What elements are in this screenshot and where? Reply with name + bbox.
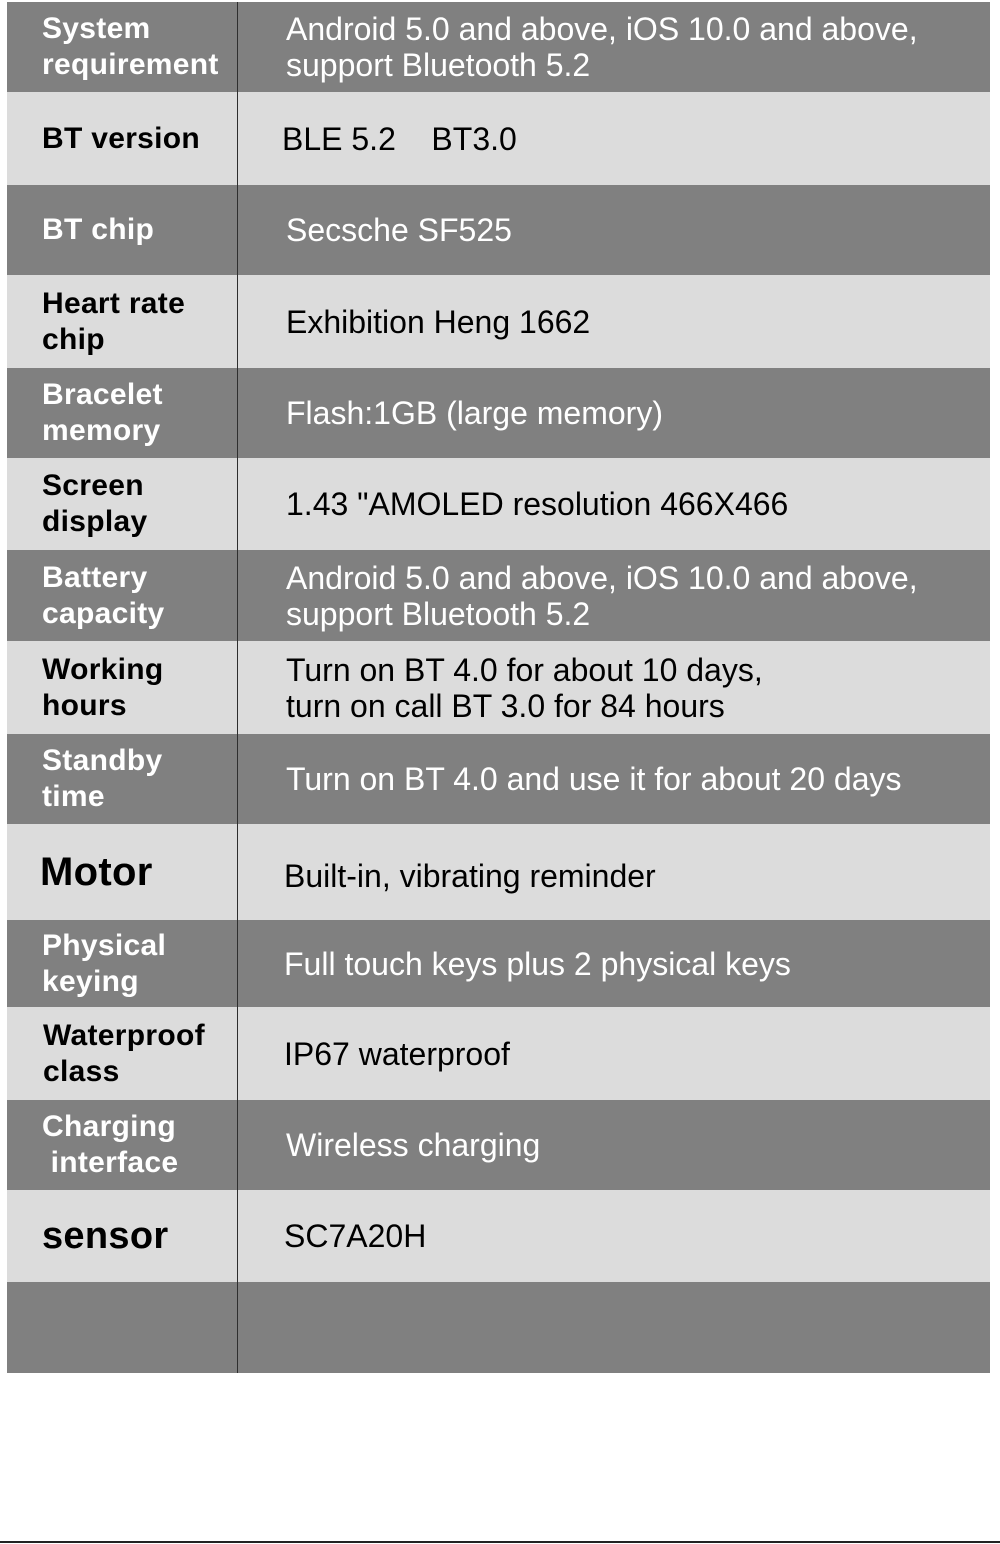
spec-label: Standby time — [42, 744, 163, 813]
spec-row-bracelet-memory — [7, 368, 990, 458]
spec-row-screen-display — [7, 458, 990, 550]
spec-value: Flash:1GB (large memory) — [286, 395, 663, 431]
spec-row-physical-keying — [7, 920, 990, 1007]
spec-table — [7, 2, 990, 1373]
spec-value: Full touch keys plus 2 physical keys — [284, 945, 791, 982]
spec-row-bt-chip — [7, 185, 990, 275]
bottom-border-line — [0, 1541, 1000, 1543]
spec-label: Working hours — [42, 652, 164, 722]
spec-label — [7, 1282, 237, 1373]
spec-label: Physical keying — [42, 928, 167, 998]
spec-label: System requirement — [42, 12, 219, 81]
spec-value: Wireless charging — [286, 1127, 541, 1163]
spec-row-system-requirement — [7, 2, 990, 92]
spec-row-empty — [7, 1282, 990, 1373]
spec-row-waterproof-class — [7, 1007, 990, 1100]
spec-label: Charging interface — [42, 1110, 179, 1179]
spec-label: Heart rate chip — [42, 286, 186, 356]
spec-row-bt-version — [7, 92, 990, 185]
spec-value: Built-in, vibrating reminder — [284, 858, 656, 894]
spec-row-battery-capacity — [7, 550, 990, 641]
spec-label: BT version — [42, 121, 201, 155]
spec-value: BLE 5.2 BT3.0 — [282, 120, 517, 157]
spec-value: Turn on BT 4.0 and use it for about 20 days — [286, 761, 902, 797]
spec-row-charging-interface — [7, 1100, 990, 1190]
spec-value: 1.43 "AMOLED resolution 466X466 — [286, 486, 789, 522]
spec-label: BT chip — [42, 213, 155, 246]
spec-value: SC7A20H — [284, 1218, 427, 1254]
spec-row-heart-rate-chip — [7, 275, 990, 368]
spec-value: IP67 waterproof — [284, 1035, 510, 1072]
spec-row-motor — [7, 824, 990, 920]
spec-value — [238, 1282, 990, 1373]
spec-value: Turn on BT 4.0 for about 10 days, turn on call BT 3.0 for 84 hours — [286, 651, 763, 724]
spec-value: Exhibition Heng 1662 — [286, 303, 591, 340]
spec-label: Screen display — [42, 469, 148, 538]
spec-label: Battery capacity — [42, 560, 165, 630]
spec-label: Bracelet memory — [42, 378, 163, 447]
spec-value: Android 5.0 and above, iOS 10.0 and above, support Bluetooth 5.2 — [286, 11, 918, 83]
spec-label: Waterproof class — [43, 1018, 205, 1088]
spec-row-sensor — [7, 1190, 990, 1282]
spec-value: Secsche SF525 — [286, 212, 512, 248]
spec-value: Android 5.0 and above, iOS 10.0 and above, support Bluetooth 5.2 — [286, 559, 918, 632]
spec-label: Motor — [40, 850, 153, 894]
spec-label: sensor — [42, 1215, 169, 1257]
spec-row-working-hours — [7, 641, 990, 734]
spec-row-standby-time — [7, 734, 990, 824]
